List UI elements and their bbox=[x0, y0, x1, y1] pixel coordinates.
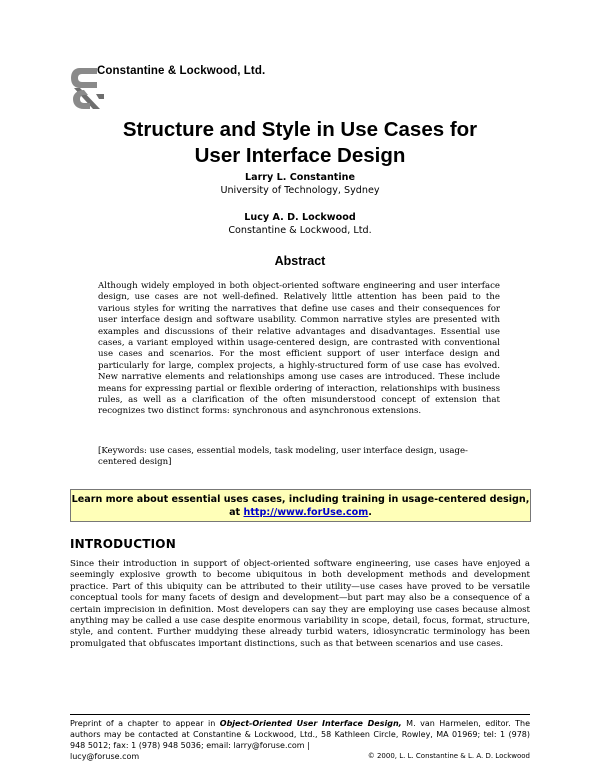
copyright-notice: © 2000, L. L. Constantine & L. A. D. Lockwood bbox=[367, 752, 530, 760]
title-line: User Interface Design bbox=[194, 144, 406, 167]
footer-note bbox=[70, 718, 530, 752]
promo-text: Learn more about essential uses cases, including training in usage-centered design, at bbox=[71, 494, 530, 518]
footer-contact: M. van Harmelen, editor. The authors may be contacted at Constantine & Lockwood, Ltd., 58 Kathleen Circle, Rowley, MA 01969; tel: 1 (978) 948 5012; fax: 1 (978) 948 5036; email: larry@foruse.com | bbox=[70, 719, 531, 751]
author-name: Larry L. Constantine bbox=[244, 172, 355, 183]
publisher-name: Constantine & Lockwood, Ltd. bbox=[97, 65, 266, 77]
promo-period: . bbox=[368, 507, 372, 518]
author-name: Lucy A. D. Lockwood bbox=[244, 212, 356, 223]
abstract-heading: Abstract bbox=[274, 254, 326, 268]
section-heading: INTRODUCTION bbox=[70, 537, 176, 551]
book-title: Object-Oriented User Interface Design, bbox=[219, 719, 402, 728]
introduction-text: Since their introduction in support of object-oriented software engineering, use cases have enjoyed a seemingly explosive growth to become ubiquitous in both development methods and development practice. Part of this ubiquity can be attributed to their utility—use cases have proved to be versatile conceptual tools for many facets of design and development—but part may also be a consequence of a certain imprecision in definition. Most developers can say they are employing use cases because almost anything may be called a use case despite enormous variability in scope, detail, focus, format, structure, style, and content. Further muddying these already turbid waters, idiosyncratic terminology has been promulgated that obfuscates important distinctions, such as that between scenarios and use cases. bbox=[70, 559, 530, 649]
author-affiliation: University of Technology, Sydney bbox=[220, 185, 380, 196]
author-block bbox=[100, 171, 500, 197]
promo-banner bbox=[70, 489, 531, 522]
abstract-text: Although widely employed in both object-oriented software engineering and user interface design, use cases are not well-defined. Relatively little attention has been paid to the various styles for writing the narratives that define use cases and their consequences for user interface design and software usability. Common narrative styles are presented with examples and discussions of their relative advantages and disadvantages. Essential use cases, a variant employed within usage-centered design, are contrasted with conventional use cases and scenarios. For the most efficient support of user interface design and particularly for large, complex projects, a highly-structured form of use case has evolved. New narrative elements and relationships among use cases are introduced. These include means for expressing partial or flexible ordering of interaction, relationships with business rules, as well as a clarification of the often misunderstood concept of extension that recognizes two distinct forms: synchronous and asynchronous extensions. bbox=[98, 281, 500, 417]
footer-divider bbox=[70, 714, 530, 715]
title-line: Structure and Style in Use Cases for bbox=[122, 118, 478, 141]
footer-email: lucy@foruse.com bbox=[70, 752, 140, 761]
paper-title bbox=[60, 117, 540, 169]
author-affiliation: Constantine & Lockwood, Ltd. bbox=[228, 225, 372, 236]
author-block bbox=[100, 211, 500, 237]
keywords-text: [Keywords: use cases, essential models, task modeling, user interface design, usage-centered design] bbox=[98, 446, 468, 468]
foruse-link[interactable]: http://www.forUse.com bbox=[243, 507, 369, 518]
footer-preprint-prefix: Preprint of a chapter to appear in bbox=[70, 719, 216, 728]
